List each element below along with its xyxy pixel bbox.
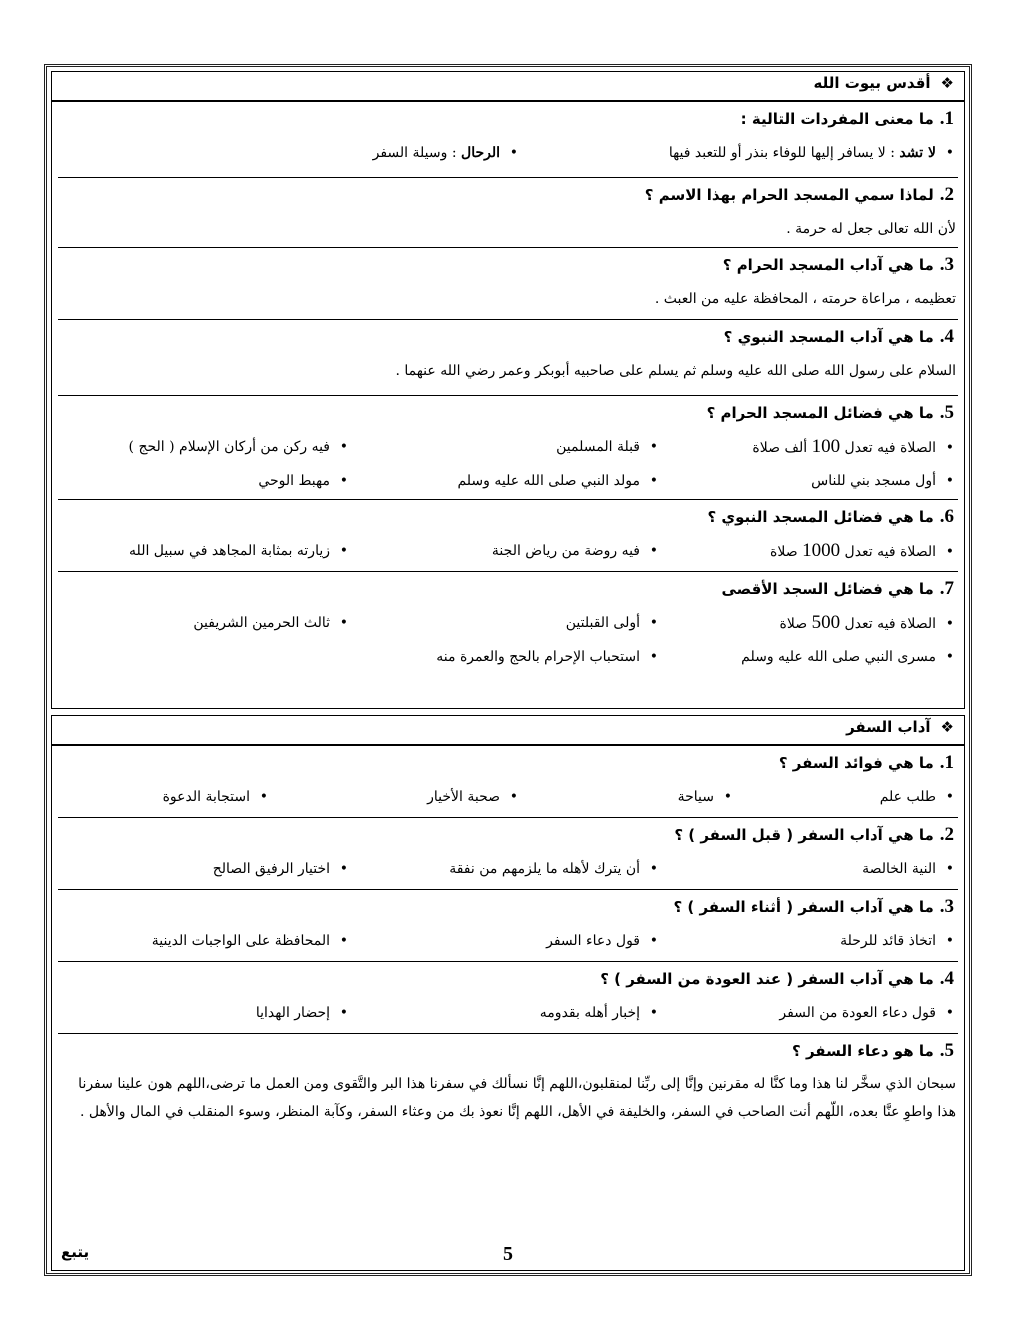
question-block-1 — [58, 102, 958, 178]
list-item: •أول مسجد بني للناس — [811, 473, 954, 489]
section-header-holy-mosques — [51, 71, 965, 101]
question-title: 1.ما هي فوائد السفر ؟ — [778, 752, 954, 773]
question-title: 6.ما هي فضائل المسجد النبوي ؟ — [707, 506, 954, 527]
list-item: •ثالث الحرمين الشريفين — [193, 615, 348, 631]
question-title: 4.ما هي آداب المسجد النبوي ؟ — [723, 326, 954, 347]
section-title: أقدس بيوت الله — [813, 74, 931, 92]
question-block-1 — [58, 746, 958, 818]
page-number: 5 — [503, 1243, 513, 1265]
continued-label: يتبع — [61, 1243, 90, 1261]
question-title: 3.ما هي آداب المسجد الحرام ؟ — [722, 254, 954, 275]
question-block-5 — [58, 396, 958, 500]
question-block-6 — [58, 500, 958, 572]
question-block-3 — [58, 890, 958, 962]
question-block-2 — [58, 818, 958, 890]
question-title: 4.ما هي آداب السفر ( عند العودة من السفر ) ؟ — [600, 968, 954, 989]
list-item: •استجابة الدعوة — [162, 789, 268, 805]
list-item-row — [58, 852, 958, 886]
question-title: 5.ما هو دعاء السفر ؟ — [792, 1040, 954, 1061]
question-block-2 — [58, 178, 958, 248]
list-item: •طلب علم — [879, 789, 954, 805]
question-title: 7.ما هي فضائل السجد الأقصى — [721, 578, 954, 599]
list-item-row — [58, 640, 958, 674]
list-item: •استحباب الإحرام بالحج والعمرة منه — [436, 649, 658, 665]
list-item: •اختيار الرفيق الصالح — [212, 861, 348, 877]
list-item: •فيه ركن من أركان الإسلام ( الحج ) — [128, 439, 348, 455]
list-item: •أن يترك لأهله ما يلزمهم من نفقة — [449, 861, 658, 877]
list-item: •مسرى النبي صلى الله عليه وسلم — [741, 649, 954, 665]
list-item-row — [58, 136, 958, 170]
page-frame — [44, 64, 972, 1276]
list-item: •النية الخالصة — [862, 861, 954, 877]
section-header-travel-etiquette — [51, 715, 965, 745]
question-block-7 — [58, 572, 958, 708]
question-block-3 — [58, 248, 958, 320]
list-item: •زيارته بمثابة المجاهد في سبيل الله — [129, 543, 348, 559]
list-item: •فيه روضة من رياض الجنة — [491, 543, 658, 559]
travel-supplication-text: سبحان الذي سخَّر لنا هذا وما كنَّا له مقرنين وإنَّا إلى ربِّنا لمنقلبون،اللهم إنَّا نسألك في سفرنا هذا البر والتَّقوى ومن العمل ما ترضى،اللهم هون علينا سفرنا هذا واطوِ عنَّا بعده، اللّهم أنت الصاحب في السفر، والخليفة في الأهل، اللهم إنَّا نعوذ بك من وعثاء السفر، وكآبة المنظر، وسوء المنقلب في المال والأهل . — [78, 1076, 956, 1120]
list-item: •صحبة الأخيار — [427, 789, 518, 805]
question-title: 2.لماذا سمي المسجد الحرام بهذا الاسم ؟ — [644, 184, 954, 205]
star-bullet-icon: ❖ — [940, 74, 954, 92]
list-item-row — [58, 464, 958, 498]
list-item: •قول دعاء السفر — [546, 933, 658, 949]
list-item: •مهبط الوحي — [258, 473, 348, 489]
question-title: 2.ما هي آداب السفر ( قبل السفر ) ؟ — [674, 824, 954, 845]
list-item: •الرحال : وسيلة السفر — [372, 145, 518, 161]
list-item: •قول دعاء العودة من السفر — [779, 1005, 954, 1021]
list-item: •الصلاة فيه تعدل 100 ألف صلاة — [752, 436, 954, 457]
list-item-row — [58, 780, 958, 814]
answer-text: تعظيمه ، مراعاة حرمته ، المحافظة عليه من العبث . — [654, 291, 956, 307]
list-item-row — [58, 924, 958, 958]
section-box-travel-etiquette — [51, 745, 965, 1271]
list-item: •المحافظة على الواجبات الدينية — [151, 933, 348, 949]
list-item: •اتخاذ قائد للرحلة — [840, 933, 954, 949]
question-block-5 — [58, 1034, 958, 1264]
question-title: 1.ما معنى المفردات التالية : — [740, 108, 954, 129]
question-block-4 — [58, 962, 958, 1034]
list-item-row — [58, 534, 958, 568]
list-item: •إخبار أهله بقدومه — [539, 1005, 658, 1021]
list-item: •أولى القبلتين — [565, 615, 658, 631]
answer-text: لأن الله تعالى جعل له حرمة . — [786, 221, 956, 237]
question-title: 3.ما هي آداب السفر ( أثناء السفر ) ؟ — [673, 896, 954, 917]
list-item: •سياحة — [677, 789, 732, 805]
star-bullet-icon: ❖ — [940, 718, 954, 736]
list-item: •مولد النبي صلى الله عليه وسلم — [457, 473, 658, 489]
list-item: •قبلة المسلمين — [556, 439, 658, 455]
list-item: •إحضار الهدايا — [255, 1005, 348, 1021]
list-item-row — [58, 996, 958, 1030]
list-item: •الصلاة فيه تعدل 500 صلاة — [779, 612, 954, 633]
list-item-row — [58, 430, 958, 464]
question-title: 5.ما هي فضائل المسجد الحرام ؟ — [706, 402, 954, 423]
answer-text: السلام على رسول الله صلى الله عليه وسلم ثم يسلم على صاحبيه أبوبكر وعمر رضي الله عنهما . — [395, 363, 956, 379]
section-box-holy-mosques — [51, 101, 965, 709]
question-block-4 — [58, 320, 958, 396]
list-item: •لا تشد : لا يسافر إليها للوفاء بنذر أو للتعبد فيها — [668, 145, 954, 161]
section-title: آداب السفر — [846, 718, 931, 736]
list-item: •الصلاة فيه تعدل 1000 صلاة — [770, 540, 954, 561]
list-item-row — [58, 606, 958, 640]
